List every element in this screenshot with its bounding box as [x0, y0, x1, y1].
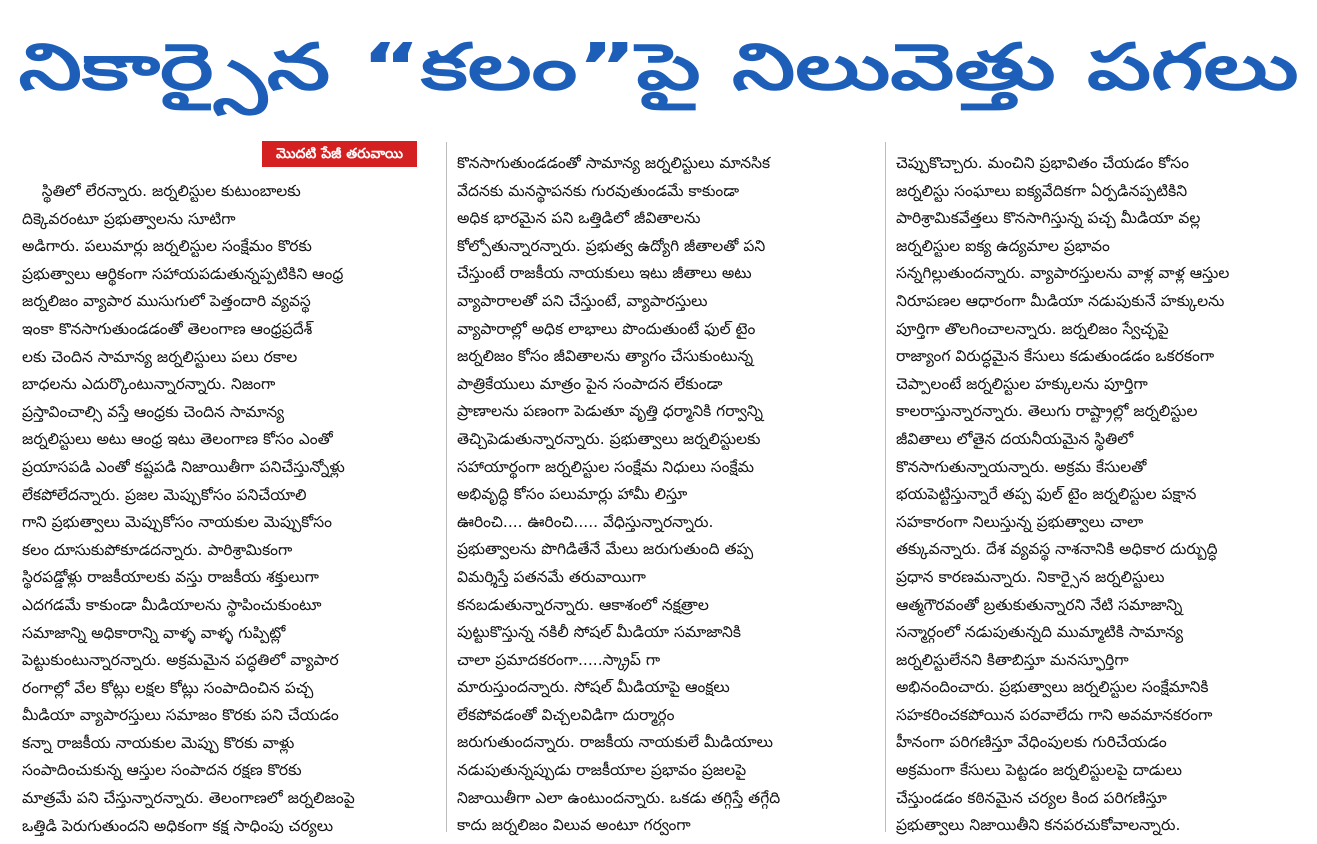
article-line: రాజ్యాంగ విరుద్ధమైన కేసులు కడుతుండడం ఒకరకంగా [896, 347, 1215, 366]
article-line: స్థితిలో లేరన్నారు. జర్నలిస్టుల కుటుంబాలకు [22, 182, 301, 200]
article-line: సమాజాన్ని అధికారాన్ని వాళ్ళ వాళ్ళ గుప్పిట్లో [22, 623, 286, 642]
article-line: జర్నలిస్టులు అటు ఆంధ్ర ఇటు తెలంగాణ కోసం ఎంతో [22, 430, 333, 449]
article-line: సహకారంగా నిలుస్తున్న ప్రభుత్వాలు చాలా [896, 512, 1144, 531]
article-line: నడుపుతున్నప్పుడు రాజకీయాల ప్రభావం ప్రజలపై [457, 761, 747, 780]
article-line: బాధలను ఎదుర్కొంటున్నారన్నారు. నిజంగా [22, 375, 276, 394]
article-line: లేకపోలేదన్నారు. ప్రజల మెప్పుకోసం పనిచేయాలి [22, 485, 307, 504]
article-line: కొనసాగుతున్నాయన్నారు. అక్రమ కేసులతో [896, 457, 1147, 476]
article-line: సంపాదించుకున్న ఆస్తుల సంపాదన రక్షణ కొరకు [22, 761, 302, 780]
article-line: పుట్టుకొస్తున్న నకిలీ సోషల్ మీడియా సమాజానికి [457, 623, 741, 642]
article-line: ప్రయాసపడి ఎంతో కష్టపడి నిజాయితీగా పనిచేస్తున్నోళ్లు [22, 457, 345, 476]
article-line: వ్యాపారాల్లో అధిక లాభాలు పొందుతుంటే ఫుల్ టైం [457, 319, 756, 338]
article-line: చేస్తుండడం కఠినమైన చర్యల కింద పరిగణిస్తూ [896, 788, 1167, 807]
article-line: వేదనకు మనస్థాపనకు గురవుతుండమే కాకుండా [457, 181, 740, 200]
article-line: విమర్శిస్తే పతనమే తరువాయిగా [457, 567, 646, 586]
continuation-tag: మొదటి పేజీ తరువాయి [262, 141, 417, 167]
article-line: లేకపోవడంతో విచ్చలవిడిగా దుర్మార్గం [457, 705, 675, 724]
article-line: ప్రభుత్వాలు నిజాయితీని కనపరచుకోవాలన్నారు. [896, 816, 1181, 835]
article-line: జరుగుతుందన్నారు. రాజకీయ నాయకులే మీడియాలు [457, 733, 774, 752]
article-line: దిక్కెవరంటూ ప్రభుత్వాలను సూటిగా [22, 209, 236, 228]
article-line: చెప్పాలంటే జర్నలిస్టుల హక్కులను పూర్తిగా [896, 374, 1148, 393]
article-line: జర్నలిస్టుల ఐక్య ఉద్యమాల ప్రభావం [896, 236, 1110, 255]
article-line: ప్రాణాలను పణంగా పెడుతూ వృత్తి ధర్మానికి గర్వాన్ని [457, 402, 763, 421]
article-line: తెచ్చిపెడుతున్నారన్నారు. ప్రభుత్వాలు జర్నలిస్టులకు [457, 429, 761, 448]
article-line: భయపెట్టిస్తున్నారే తప్ప ఫుల్ టైం జర్నలిస్టుల పక్షాన [896, 485, 1197, 504]
article-line: పూర్తిగా తొలగించాలన్నారు. జర్నలిజం స్వేచ్ఛపై [896, 319, 1169, 338]
article-line: మాత్రమే పని చేస్తున్నారన్నారు. తెలంగాణలో జర్నలిజంపై [22, 789, 355, 808]
article-line: వ్యాపారాలతో పని చేస్తుంటే, వ్యాపారస్తులు [457, 291, 708, 310]
article-line: హీనంగా పరిగణిస్తూ వేధింపులకు గురిచేయడం [896, 733, 1167, 752]
article-line: మారుస్తుందన్నారు. సోషల్ మీడియాపై ఆంక్షలు [457, 678, 730, 697]
article-line: సన్మార్గంలో నడుపుతున్నది ముమ్మాటికి సామాన్య [896, 623, 1184, 642]
article-column-1 [22, 178, 437, 840]
article-line: ఒత్తిడి పెరుగుతుందని అధికంగా కక్ష సాధింపు చర్యలు [22, 816, 334, 835]
article-line: ప్రస్తావించాల్సి వస్తే ఆంధ్రకు చెందిన సామాన్య [22, 402, 285, 421]
article-line: జీవితాలు లోతైన దయనీయమైన స్థితిలో [896, 429, 1134, 448]
article-line: కాలరాస్తున్నారన్నారు. తెలుగు రాష్ట్రాల్లో జర్నలిస్టుల [896, 402, 1198, 421]
article-line: ప్రభుత్వాలను పొగిడితేనే మేలు జరుగుతుంది తప్ప [457, 540, 754, 559]
article-line: నిరూపణల ఆధారంగా మీడియా నడుపుకునే హక్కులను [896, 291, 1225, 310]
article-line: కోల్పోతున్నారన్నారు. ప్రభుత్వ ఉద్యోగి జీతాలతో పని [457, 236, 766, 255]
article-line: పెట్టుకుంటున్నారన్నారు. అక్రమమైన పద్ధతిలో వ్యాపార [22, 651, 339, 670]
article-line: సహాయార్థంగా జర్నలిస్టుల సంక్షేమ నిధులు సంక్షేమ [457, 457, 755, 476]
article-column-2 [457, 150, 872, 840]
article-line: స్థిరపడ్డోళ్లు రాజకీయాలకు వస్తు రాజకీయ శక్తులుగా [22, 568, 319, 587]
article-line: అధిక భారమైన పని ఒత్తిడిలో జీవితాలను [457, 209, 701, 228]
article-line: అభినందించారు. ప్రభుత్వాలు జర్నలిస్టుల సంక్షేమానికి [896, 678, 1209, 697]
article-line: ప్రధాన కారణమన్నారు. నికార్సైన జర్నలిస్టులు [896, 567, 1165, 586]
article-line: ఆత్మగౌరవంతో బ్రతుకుతున్నారని నేటి సమాజాన్ని [896, 595, 1183, 614]
article-line: ఇంకా కొనసాగుతుండడంతో తెలంగాణ ఆంధ్రప్రదేశ్ [22, 319, 313, 338]
article-line: ఊరించి.... ఊరించి..... వేధిస్తున్నారన్నారు. [457, 512, 714, 531]
article-line: రంగాల్లో వేల కోట్లు లక్షల కోట్లు సంపాదించిన పచ్చ [22, 678, 314, 697]
article-line: కలం దూసుకుపోకూడదన్నారు. పారిశ్రామికంగా [22, 540, 293, 559]
article-line: పారిశ్రామికవేత్తలు కొనసాగిస్తున్న పచ్చ మీడియా వల్ల [896, 209, 1201, 228]
article-column-3 [896, 150, 1306, 840]
article-line: జర్నలిజం వ్యాపార ముసుగులో పెత్తందారి వ్యవస్థ [22, 292, 311, 311]
article-line: అడిగారు. పలుమార్లు జర్నలిస్టుల సంక్షేమం కొరకు [22, 237, 312, 256]
article-line: ప్రభుత్వాలు ఆర్థికంగా సహాయపడుతున్నప్పటికిని ఆంధ్ర [22, 264, 344, 283]
article-line: నిజాయితీగా ఎలా ఉంటుందన్నారు. ఒకడు తగ్గిస్తే తగ్గేది [457, 788, 781, 807]
article-line: చేస్తుంటే రాజకీయ నాయకులు ఇటు జీతాలు అటు [457, 264, 752, 283]
article-line: కొనసాగుతుండడంతో సామాన్య జర్నలిస్టులు మానసిక [457, 154, 771, 172]
article-line: కన్నా రాజకీయ నాయకుల మెప్పు కొరకు వాళ్లు [22, 733, 295, 752]
headline: నికార్సైన “కలం”పై నిలువెత్తు పగలు [18, 31, 1299, 105]
article-line: పాత్రికేయులు మాత్రం పైన సంపాదన లేకుండా [457, 374, 723, 393]
article-line: జర్నలిస్టులేనని కితాబిస్తూ మనస్ఫూర్తిగా [896, 650, 1129, 669]
article-line: చెప్పుకొచ్చారు. మంచిని ప్రభావితం చేయడం కోసం [896, 154, 1189, 172]
column-divider [885, 142, 886, 832]
article-line: మీడియా వ్యాపారస్తులు సమాజం కొరకు పని చేయడం [22, 706, 339, 725]
article-line: గాని ప్రభుత్వాలు మెప్పుకోసం నాయకుల మెప్పుకోసం [22, 513, 332, 532]
article-line: అభివృద్ధి కోసం పలుమార్లు హామీ లిస్తూ [457, 485, 688, 504]
article-line: జర్నలిజం కోసం జీవితాలను త్యాగం చేసుకుంటున్న [457, 347, 754, 366]
article-line: కాదు జర్నలిజం విలువ అంటూ గర్వంగా [457, 816, 691, 835]
article-line: సన్నగిల్లుతుందన్నారు. వ్యాపారస్తులను వాళ్ల వాళ్ల ఆస్తుల [896, 264, 1230, 283]
column-divider [446, 142, 447, 832]
article-line: కనబడుతున్నారన్నారు. ఆకాశంలో నక్షత్రాల [457, 595, 709, 614]
article-line: అక్రమంగా కేసులు పెట్టడం జర్నలిస్టులపై దాడులు [896, 761, 1182, 780]
article-line: చాలా ప్రమాదకరంగా.....స్క్రాప్ గా [457, 650, 661, 669]
article-line: తక్కువన్నారు. దేశ వ్యవస్థ నాశనానికి అధికార దుర్బుద్ధి [896, 540, 1218, 559]
article-line: సహకరించకపోయిన పరవాలేదు గాని అవమానకరంగా [896, 705, 1213, 724]
article-line: జర్నలిస్టు సంఘాలు ఐక్యవేదికగా ఏర్పడినప్పటికిని [896, 181, 1188, 200]
article-line: ఎదగడమే కాకుండా మీడియాలను స్థాపించుకుంటూ [22, 595, 322, 614]
article-line: లకు చెందిన సామాన్య జర్నలిస్టులు పలు రకాల [22, 347, 298, 366]
